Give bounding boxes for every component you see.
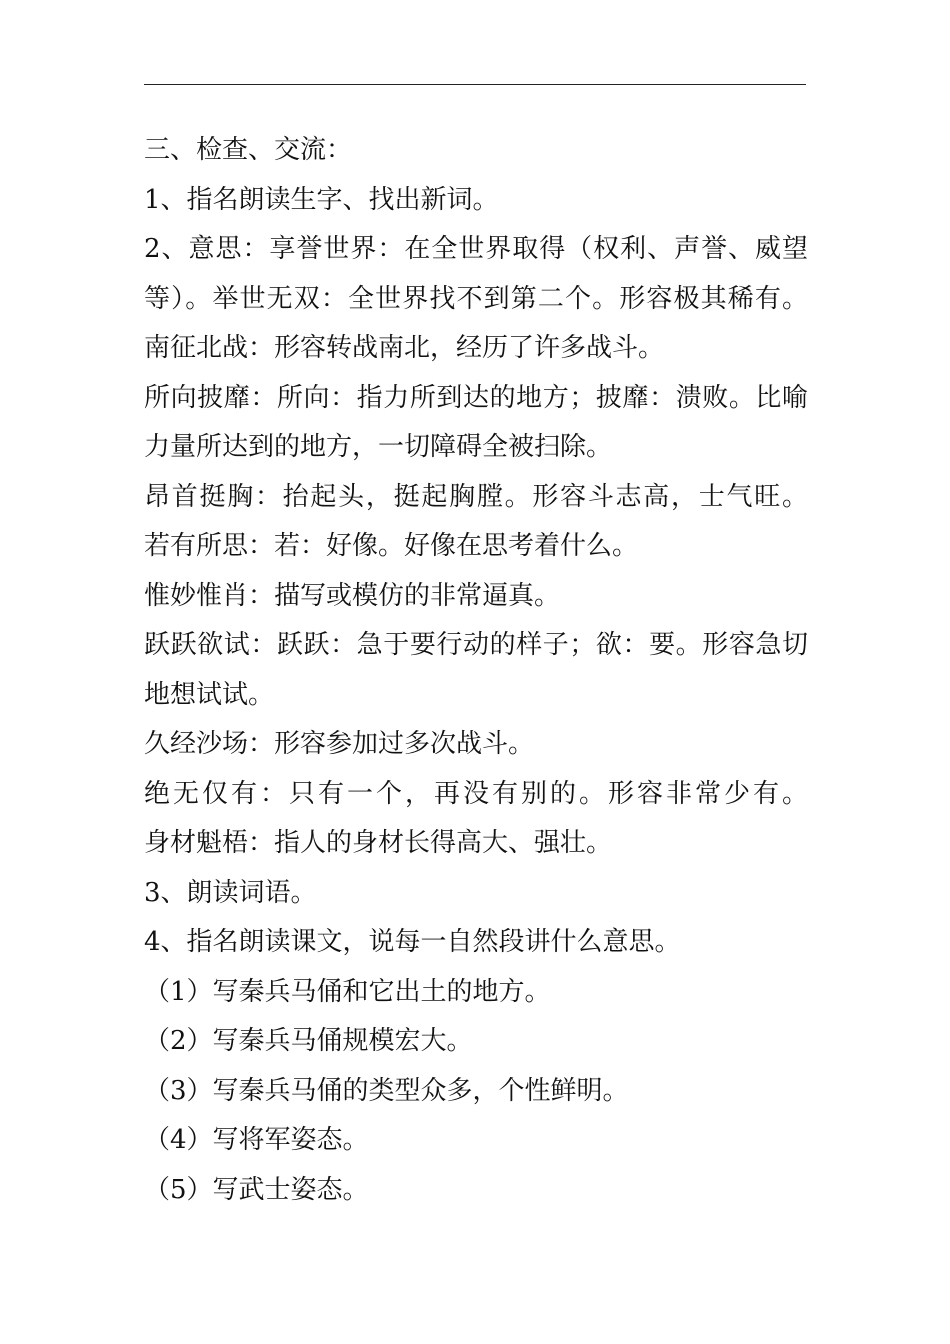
list-item: （4）写将军姿态。 bbox=[144, 1125, 369, 1155]
list-item: （2）写秦兵马俑规模宏大。 bbox=[144, 1026, 473, 1056]
list-item: （3）写秦兵马俑的类型众多，个性鲜明。 bbox=[144, 1075, 629, 1106]
paragraph-line: 4、指名朗读课文，说每一自然段讲什么意思。 bbox=[144, 927, 681, 957]
header-rule bbox=[144, 84, 806, 85]
paragraph-line: 惟妙惟肖：描写或模仿的非常逼真。 bbox=[144, 580, 561, 611]
paragraph-line: 跃跃欲试：跃跃：急于要行动的样子；欲：要。形容急切 bbox=[144, 630, 808, 660]
paragraph-line: 南征北战：形容转战南北，经历了许多战斗。 bbox=[144, 333, 665, 363]
paragraph-line: 身材魁梧：指人的身材长得高大、强壮。 bbox=[144, 828, 613, 858]
list-item: （5）写武士姿态。 bbox=[144, 1174, 369, 1205]
list-item: （1）写秦兵马俑和它出土的地方。 bbox=[144, 976, 551, 1007]
paragraph-line: 1、指名朗读生字、找出新词。 bbox=[144, 184, 499, 215]
paragraph-line: 若有所思：若：好像。好像在思考着什么。 bbox=[144, 531, 639, 561]
paragraph-line: 3、朗读词语。 bbox=[144, 877, 317, 908]
paragraph-line: 2、意思：享誉世界：在全世界取得（权利、声誉、威望 bbox=[144, 234, 808, 264]
section-heading: 三、检查、交流： bbox=[144, 135, 353, 165]
paragraph-line: 绝无仅有：只有一个，再没有别的。形容非常少有。 bbox=[144, 778, 808, 809]
paragraph-line: 昂首挺胸：抬起头，挺起胸膛。形容斗志高，士气旺。 bbox=[144, 481, 808, 512]
paragraph-line: 地想试试。 bbox=[144, 679, 275, 710]
document-body bbox=[144, 126, 808, 1215]
paragraph-line: 力量所达到的地方，一切障碍全被扫除。 bbox=[144, 432, 613, 462]
paragraph-line: 等）。举世无双：全世界找不到第二个。形容极其稀有。 bbox=[144, 283, 808, 314]
paragraph-line: 久经沙场：形容参加过多次战斗。 bbox=[144, 729, 535, 759]
paragraph-line: 所向披靡：所向：指力所到达的地方；披靡：溃败。比喻 bbox=[144, 382, 808, 413]
